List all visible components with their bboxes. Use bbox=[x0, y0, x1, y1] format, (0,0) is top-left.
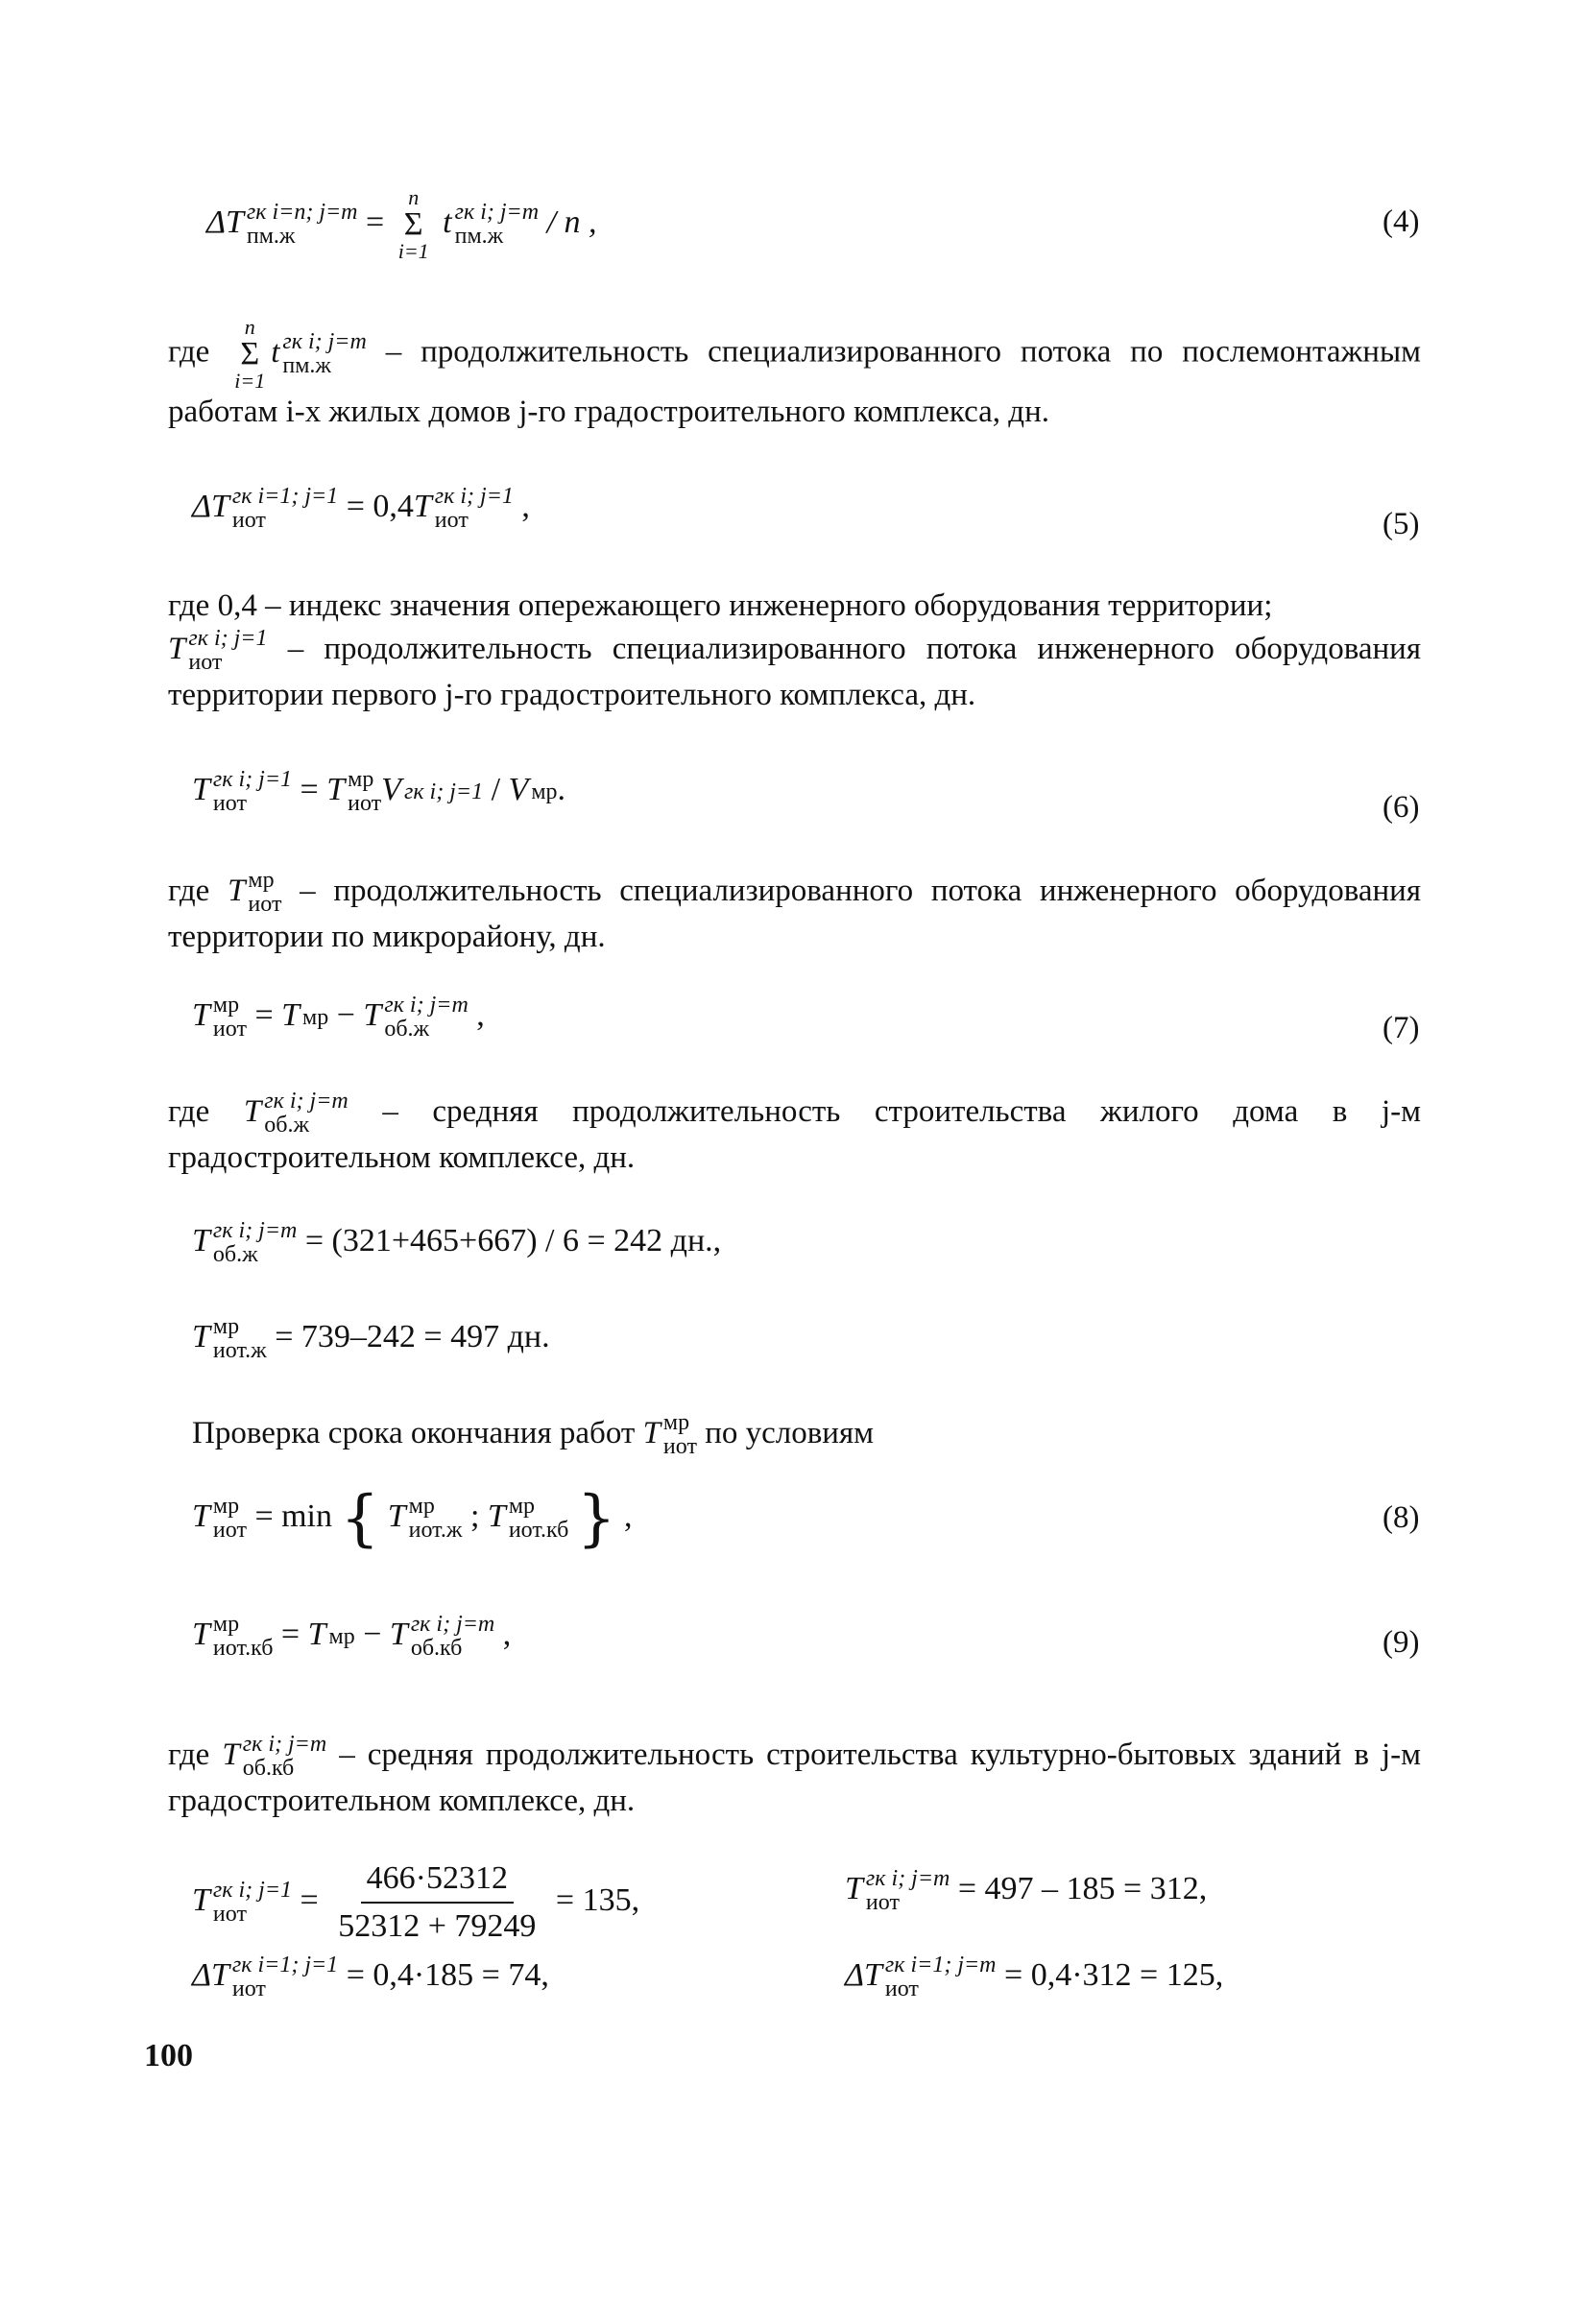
formula-4-sum: n Σ i=1 bbox=[397, 185, 429, 263]
equation-number-9: (9) bbox=[1383, 1625, 1420, 1660]
formula-6: T гк i; j=1 иот = T мр иот V гк i; j=1 / V мр . bbox=[192, 767, 565, 817]
formula-4: ΔT гк i=n; j=m пм.ж = n Σ i=1 t гк i; j=m пм.ж / n , bbox=[206, 185, 597, 263]
equation-number-5: (5) bbox=[1383, 507, 1420, 541]
formula-4-lhs-sub: пм.ж bbox=[246, 224, 296, 249]
right-brace: } bbox=[576, 1483, 616, 1554]
paragraph-where-9: где T гк i; j=m об.кб – средняя продолжительность строительства культурно-бытовых зданий в j-м градостроительном комплексе, дн. bbox=[168, 1732, 1422, 1819]
formula-4-tail: / n , bbox=[546, 204, 597, 240]
equation-number-6: (6) bbox=[1383, 790, 1420, 825]
calc-delta-iot-1: ΔT гк i=1; j=1 иот = 0,4·185 = 74, bbox=[192, 1953, 549, 2002]
formula-5: ΔT гк i=1; j=1 иот = 0,4T гк i; j=1 иот , bbox=[192, 484, 530, 534]
check-conditions-line: Проверка срока окончания работ T мр иот по условиям bbox=[192, 1410, 875, 1460]
formula-4-eq: = bbox=[366, 204, 385, 240]
formula-9: T мр иот.кб = T мр − T гк i; j=m об.кб , bbox=[192, 1612, 512, 1662]
calc-iot-zh: T мр иот.ж = 739–242 = 497 дн. bbox=[192, 1314, 550, 1364]
paragraph-where-6: где T мр иот – продолжительность специализированного потока инженерного оборудования территории по микрорайону, дн. bbox=[168, 868, 1422, 955]
formula-4-rhs: t bbox=[443, 204, 452, 240]
paragraph-where-4-desc: – продолжительность специализированного потока по послемонтажным работам i-х жилых домов j-го градостроительного комплекса, дн. bbox=[168, 334, 1422, 429]
paragraph-where-4: где n Σ i=1 t гк i; j=m пм.ж – продолжительность специализированного потока по послемонтажным работам i-х жилых домов j-го градостроительного комплекса, дн. bbox=[168, 315, 1422, 429]
page-number: 100 bbox=[144, 2038, 193, 2073]
left-brace: { bbox=[340, 1483, 380, 1554]
formula-4-lhs-sup: гк i=n; j=m bbox=[246, 199, 358, 225]
calc-delta-iot-m: ΔT гк i=1; j=m иот = 0,4·312 = 125, bbox=[845, 1953, 1224, 2002]
fraction: $\frac{466\cdot 52312}{52312 + 79249}$ bbox=[332, 1857, 541, 1948]
calc-avg-duration: T гк i; j=m об.ж = (321+465+667) / 6 = 242 дн., bbox=[192, 1218, 722, 1268]
paragraph-where-7: где T гк i; j=m об.ж – средняя продолжительность строительства жилого дома в j-м градостроительном комплексе, дн. bbox=[168, 1089, 1422, 1176]
formula-8: T мр иот = min { T мр иот.ж ; T мр иот.кб } , bbox=[192, 1483, 633, 1554]
formula-7: T мр иот = T мр − T гк i; j=m об.ж , bbox=[192, 993, 485, 1042]
paragraph-where-5: где 0,4 – индекс значения опережающего инженерного оборудования территории; T гк i; j=1 иот – продолжительность специализированного потока инженерного оборудования территории первого j-го градостроительного комплекса, дн. bbox=[168, 588, 1421, 713]
calc-iot-first: T гк i; j=1 иот = $\frac{466\cdot 52312}{52312 + 79249}$ = 135, bbox=[192, 1857, 639, 1948]
equation-number-8: (8) bbox=[1383, 1500, 1420, 1535]
equation-number-4: (4) bbox=[1383, 204, 1420, 239]
calc-iot-m: T гк i; j=m иот = 497 – 185 = 312, bbox=[845, 1866, 1208, 1916]
equation-number-7: (7) bbox=[1383, 1011, 1420, 1045]
formula-4-lhs: ΔT bbox=[206, 204, 244, 240]
